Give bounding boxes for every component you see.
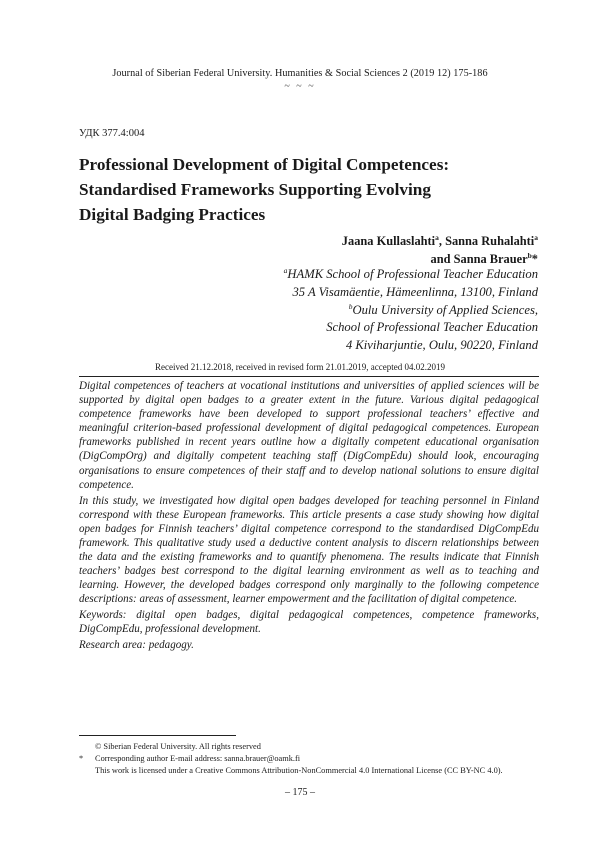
header-ornament: ~ ~ ~ (284, 81, 316, 92)
affiliation-text: Oulu University of Applied Sciences, (352, 302, 538, 317)
title-line: Professional Development of Digital Competences: (79, 155, 450, 174)
author-name: Jaana Kullaslahti (341, 234, 436, 248)
affiliation-line: School of Professional Teacher Education (326, 320, 538, 335)
affiliations (284, 266, 538, 355)
affiliation-marker: a (435, 232, 439, 242)
keywords: Keywords: digital open badges, digital pedagogical competences, competence frameworks, DigCompEdu, professional development. (79, 609, 539, 636)
affiliation-line (284, 266, 538, 284)
article-title (79, 152, 539, 227)
affiliation-text: HAMK School of Professional Teacher Education (287, 267, 538, 281)
footnote-text: Corresponding author E-mail address: sanna.brauer@oamk.fi (95, 754, 301, 764)
abstract-paragraph: Digital competences of teachers at vocational institutions and universities of applied sciences will be supported by digital open badges to a greater extent in the future. Various digital pedagogical competence frameworks have been developed to support professional teachers’ effective and meaningful criterion-based professional development of digital pedagogical competences. European frameworks published in recent years outline how a digitally competent educational organisation (DigCompOrg) and digitally competent teaching staff (DigCompEdu) should look, encouraging organisations to ensure competences of their staff and to develop national solutions to ensure digital competence. (79, 380, 539, 491)
corresponding-star: * (531, 251, 538, 266)
affiliation-marker: a (283, 265, 288, 275)
footnotes (79, 741, 549, 778)
research-area: Research area: pedagogy. (79, 639, 194, 652)
affiliation-line: 35 A Visamäentie, Hämeenlinna, 13100, Finland (292, 284, 538, 299)
author-name: Sanna Ruhalahti (445, 234, 535, 248)
footnote-license: This work is licensed under a Creative Commons Attribution-NonCommercial 4.0 International License (CC BY-NC 4.0). (95, 766, 503, 776)
author-list (342, 233, 538, 268)
page-number: – 175 – (285, 787, 315, 798)
affiliation-marker: a (534, 232, 538, 242)
footnote-divider (79, 735, 236, 736)
abstract-paragraph: In this study, we investigated how digital open badges developed for teaching personnel in Finland correspond with these European frameworks. This article presents a case study showing how digital open badges for Finnish teachers’ digital competence correspond to the standardised DigCompEdu framework. This qualitative study used a deductive content analysis to discern relationships between the data and the existing frameworks and to quantify phenomena. The results indicate that Finnish teachers’ badges best correspond to the digital learning environment as well as to teaching and learning. However, the developed badges correspond only marginally to the following competence descriptions: areas of assessment, learner empowerment and the facilitation of digital competence. (79, 494, 539, 606)
affiliation-line (284, 302, 538, 320)
affiliation-marker: b (527, 250, 532, 260)
abstract (79, 379, 539, 654)
authors-line-1 (342, 233, 538, 251)
received-dates: Received 21.12.2018, received in revised form 21.01.2019, accepted 04.02.2019 (155, 362, 445, 372)
author-name: and Sanna Brauer (430, 251, 528, 266)
affiliation-line: 4 Kiviharjuntie, Oulu, 90220, Finland (345, 338, 538, 353)
footnote-corresponding (79, 753, 549, 765)
affiliation-marker: b (348, 301, 353, 311)
title-line: Standardised Frameworks Supporting Evolving (79, 180, 431, 199)
udk-code: УДК 377.4:004 (79, 128, 145, 139)
author-separator: , (438, 234, 446, 248)
title-line: Digital Badging Practices (79, 205, 266, 224)
footnote-star: * (79, 754, 84, 764)
journal-header: Journal of Siberian Federal University. Humanities & Social Sciences 2 (2019 12) 175-186 (112, 68, 488, 79)
abstract-divider (79, 376, 539, 377)
footnote-copyright: © Siberian Federal University. All rights reserved (95, 742, 261, 751)
